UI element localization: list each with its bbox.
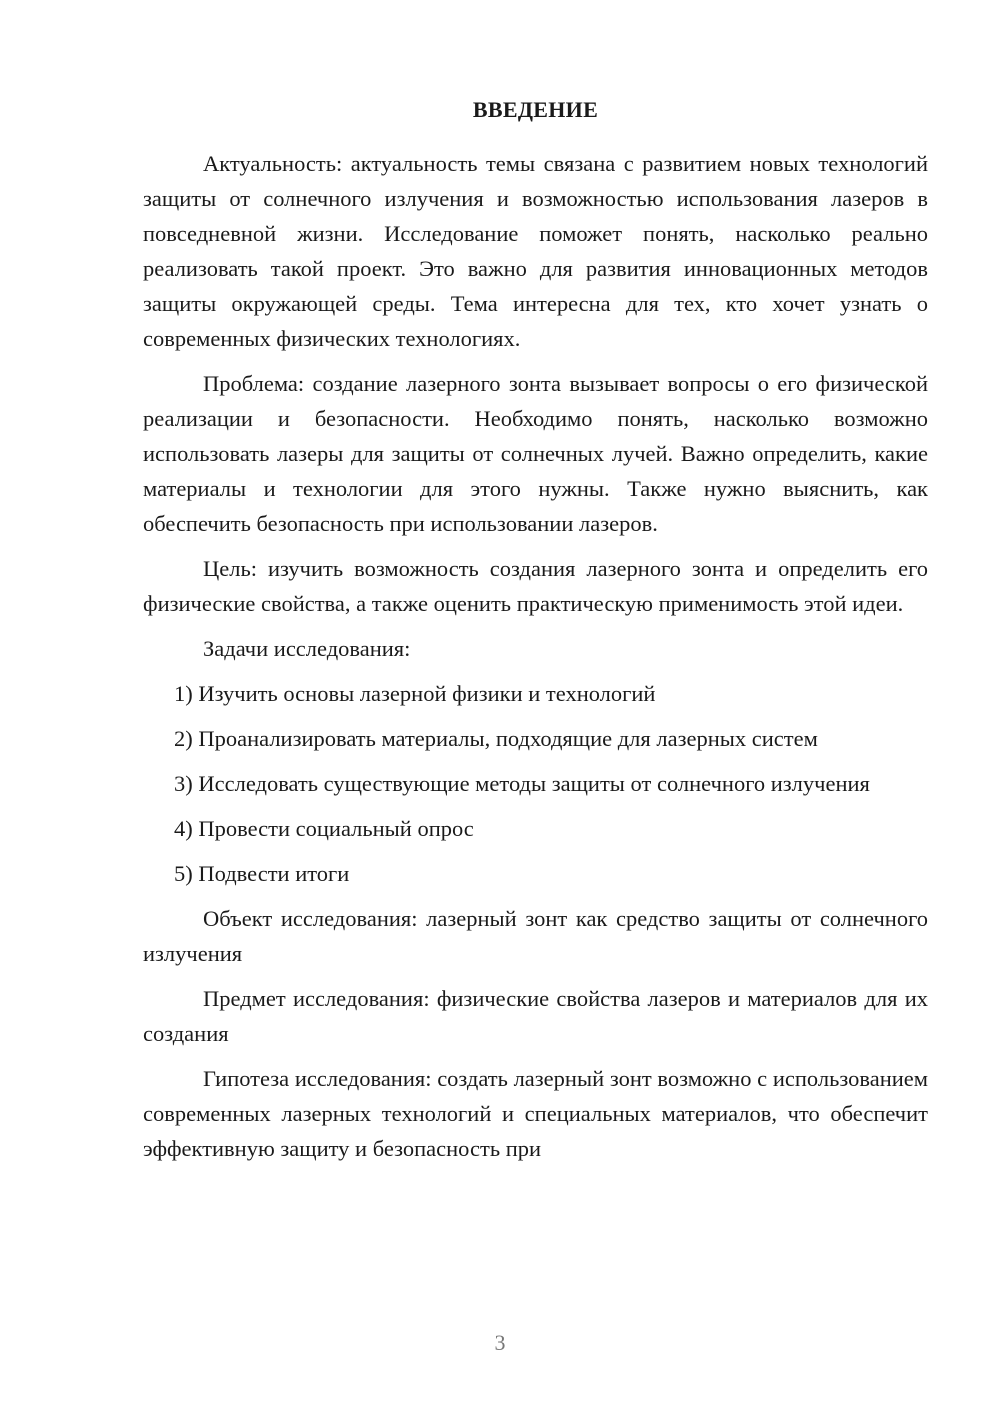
task-item: 1) Изучить основы лазерной физики и технологий	[174, 681, 656, 706]
goal-paragraph: Цель: изучить возможность создания лазерного зонта и определить его физические свойства, а также оценить практическую применимость этой идеи.	[143, 556, 928, 616]
subject-paragraph: Предмет исследования: физические свойства лазеров и материалов для их создания	[143, 986, 928, 1046]
task-item: 2) Проанализировать материалы, подходящие для лазерных систем	[174, 726, 818, 751]
hypothesis-paragraph: Гипотеза исследования: создать лазерный зонт возможно с использованием современных лазерных технологий и специальных материалов, что обеспечит эффективную защиту и безопасность при	[143, 1066, 928, 1161]
task-item: 3) Исследовать существующие методы защиты от солнечного излучения	[174, 771, 870, 796]
object-paragraph: Объект исследования: лазерный зонт как средство защиты от солнечного излучения	[143, 906, 928, 966]
page-number: 3	[494, 1330, 506, 1355]
problem-paragraph: Проблема: создание лазерного зонта вызывает вопросы о его физической реализации и безопасности. Необходимо понять, насколько возможно использовать лазеры для защиты от солнечных лучей. Важно определить, какие материалы и технологии для этого нужны. Также нужно выяснить, как обеспечить безопасность при использовании лазеров.	[143, 371, 928, 536]
page-title: ВВЕДЕНИЕ	[472, 97, 599, 122]
relevance-paragraph: Актуальность: актуальность темы связана с развитием новых технологий защиты от солнечного излучения и возможностью использования лазеров в повседневной жизни. Исследование поможет понять, насколько реально реализовать такой проект. Это важно для развития инновационных методов защиты окружающей среды. Тема интересна для тех, кто хочет узнать о современных физических технологиях.	[143, 151, 928, 351]
task-item: 4) Провести социальный опрос	[174, 816, 474, 841]
document-page	[143, 92, 928, 1166]
task-item: 5) Подвести итоги	[174, 861, 350, 886]
tasks-heading: Задачи исследования:	[203, 636, 411, 661]
